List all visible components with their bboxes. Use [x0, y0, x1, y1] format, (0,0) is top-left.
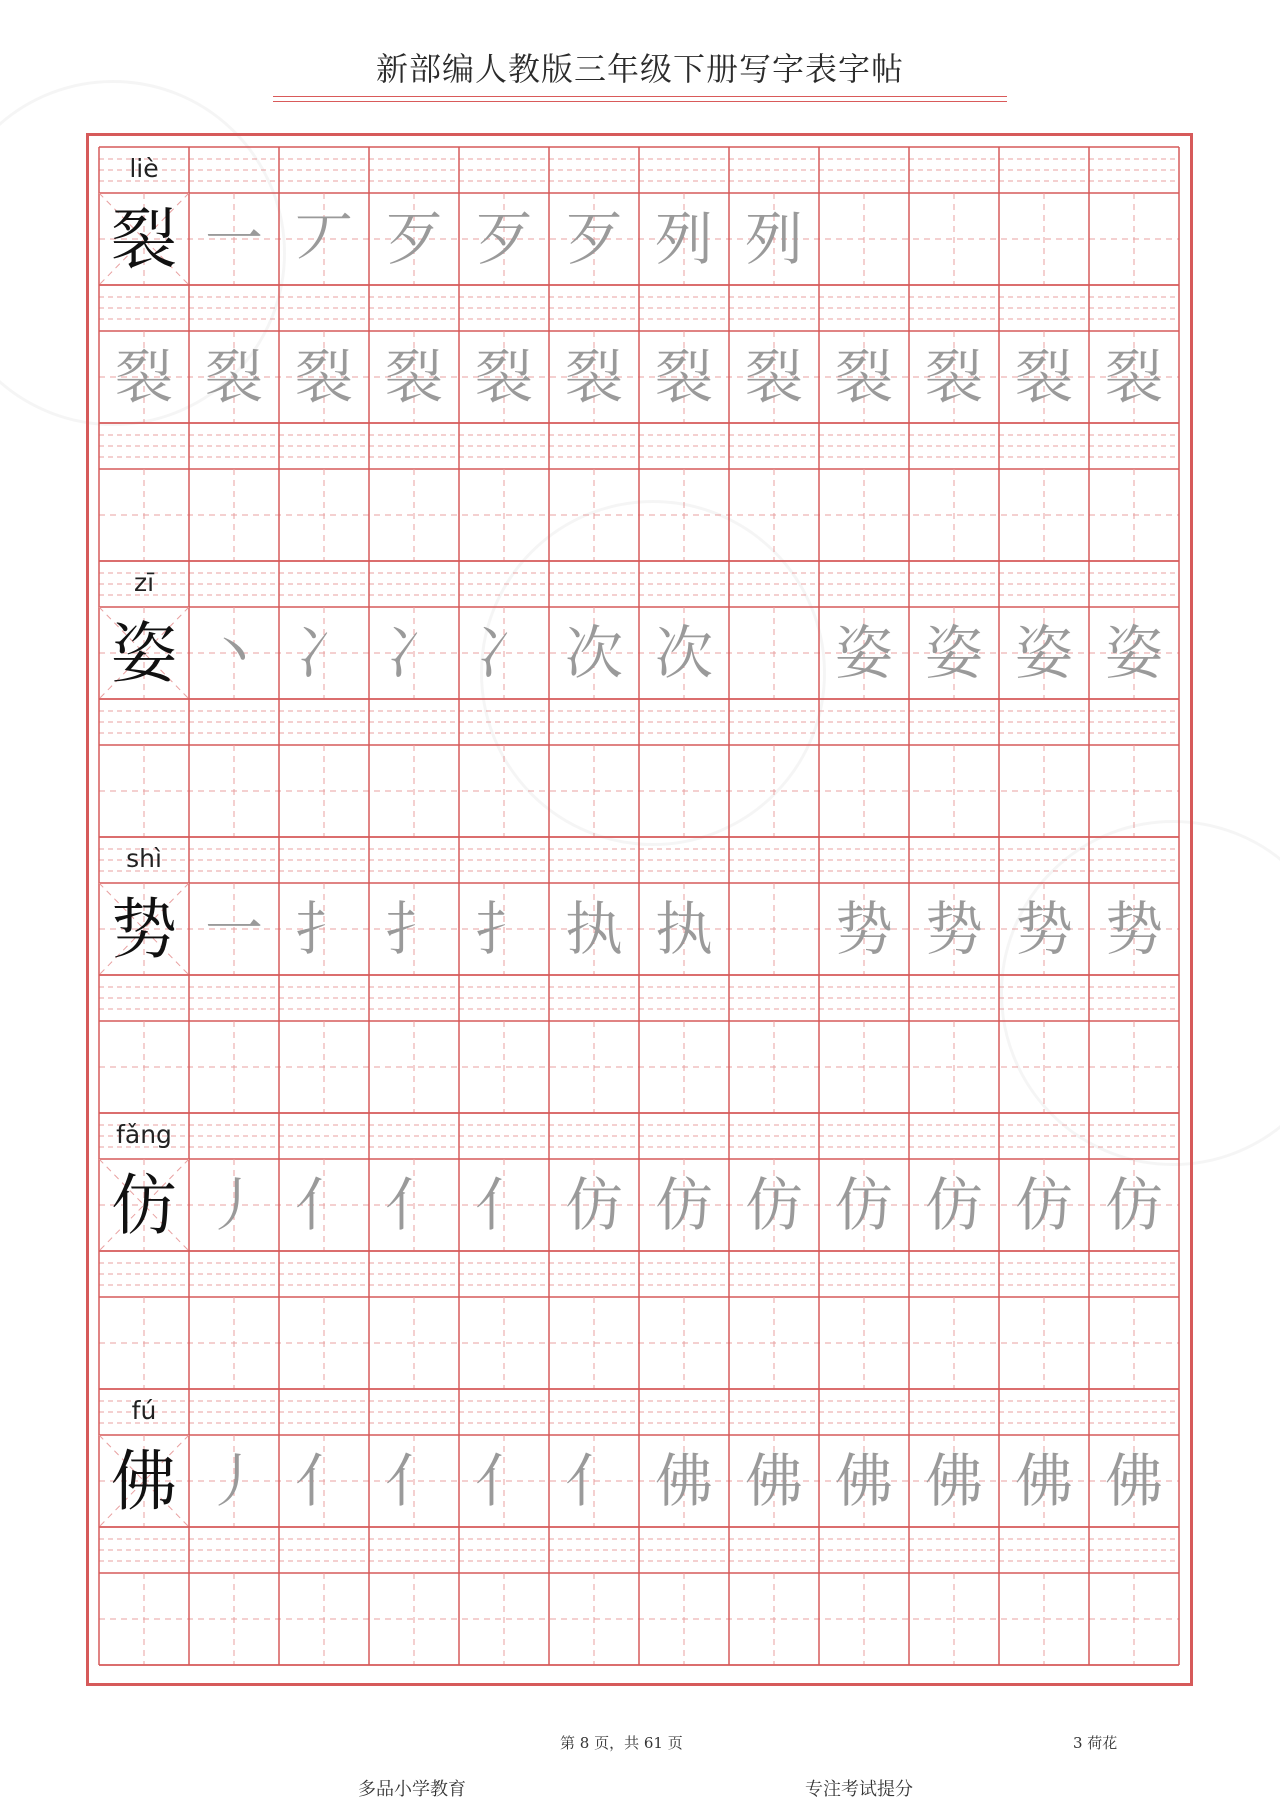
page-title: 新部编人教版三年级下册写字表字帖: [375, 50, 904, 88]
stroke-step-character: 佛: [924, 1447, 984, 1515]
brand-name: 多品小学教育: [358, 1779, 466, 1800]
tracing-character: 裂: [474, 343, 534, 411]
model-character: 佛: [111, 1443, 177, 1520]
tracing-character: 裂: [564, 343, 624, 411]
stroke-step-character: 亻: [564, 1447, 624, 1515]
stroke-step-character: 扌: [294, 895, 354, 963]
tracing-character: 裂: [924, 343, 984, 411]
tracing-character: 裂: [1014, 343, 1074, 411]
stroke-step-character: 姿: [1014, 619, 1074, 687]
stroke-step-character: 执: [654, 895, 714, 963]
pinyin-label: liè: [129, 154, 159, 183]
stroke-step-character: 佛: [1104, 1447, 1164, 1515]
stroke-step-character: 次: [564, 619, 624, 687]
page-info: 第 8 页，共 61 页: [560, 1734, 683, 1752]
stroke-step-character: 仿: [744, 1171, 804, 1239]
lesson-label: 3 荷花: [1073, 1734, 1118, 1752]
tracing-character: 裂: [654, 343, 714, 411]
stroke-step-character: 歹: [384, 205, 444, 273]
stroke-step-character: 亻: [384, 1171, 444, 1239]
stroke-step-character: 冫: [384, 619, 444, 687]
stroke-step-character: 姿: [924, 619, 984, 687]
pinyin-label: shì: [126, 844, 162, 873]
tracing-character: 裂: [114, 343, 174, 411]
stroke-step-character: 亻: [294, 1171, 354, 1239]
stroke-step-character: 势: [1014, 895, 1074, 963]
stroke-step-character: 丿: [204, 1447, 264, 1515]
stroke-step-character: 佛: [744, 1447, 804, 1515]
stroke-step-character: 一: [204, 205, 264, 273]
model-character: 姿: [111, 615, 177, 692]
stroke-step-character: 冫: [294, 619, 354, 687]
stroke-step-character: 亻: [384, 1447, 444, 1515]
pinyin-label: fú: [131, 1396, 157, 1425]
stroke-step-character: 势: [924, 895, 984, 963]
tracing-character: 裂: [384, 343, 444, 411]
stroke-step-character: 姿: [1104, 619, 1164, 687]
stroke-step-character: 佛: [654, 1447, 714, 1515]
stroke-step-character: 丶: [204, 619, 264, 687]
stroke-step-character: 列: [744, 205, 804, 273]
pinyin-label: zī: [133, 568, 155, 597]
stroke-step-character: 扌: [384, 895, 444, 963]
stroke-step-character: 一: [204, 895, 264, 963]
tracing-character: 裂: [834, 343, 894, 411]
stroke-step-character: 列: [654, 205, 714, 273]
stroke-step-character: 佛: [1014, 1447, 1074, 1515]
model-character: 仿: [111, 1167, 177, 1244]
stroke-step-character: 仿: [564, 1171, 624, 1239]
stroke-step-character: 歹: [564, 205, 624, 273]
tracing-character: 裂: [1104, 343, 1164, 411]
model-character: 势: [111, 891, 177, 968]
stroke-step-character: 扌: [474, 895, 534, 963]
stroke-step-character: 冫: [474, 619, 534, 687]
stroke-step-character: 仿: [834, 1171, 894, 1239]
stroke-step-character: 次: [654, 619, 714, 687]
stroke-step-character: 仿: [1014, 1171, 1074, 1239]
tracing-character: 裂: [294, 343, 354, 411]
stroke-step-character: 亻: [294, 1447, 354, 1515]
stroke-step-character: 仿: [654, 1171, 714, 1239]
tracing-character: 裂: [204, 343, 264, 411]
model-character: 裂: [111, 201, 177, 278]
stroke-step-character: 势: [834, 895, 894, 963]
stroke-step-character: 执: [564, 895, 624, 963]
stroke-step-character: 丆: [294, 205, 354, 273]
tracing-character: 裂: [744, 343, 804, 411]
stroke-step-character: 亻: [474, 1447, 534, 1515]
stroke-step-character: 仿: [1104, 1171, 1164, 1239]
stroke-step-character: 势: [1104, 895, 1164, 963]
stroke-step-character: 歹: [474, 205, 534, 273]
stroke-step-character: 佛: [834, 1447, 894, 1515]
brand-slogan: 专注考试提分: [805, 1779, 913, 1800]
pinyin-label: fǎng: [116, 1120, 172, 1149]
stroke-step-character: 姿: [834, 619, 894, 687]
stroke-step-character: 仿: [924, 1171, 984, 1239]
stroke-step-character: 亻: [474, 1171, 534, 1239]
stroke-step-character: 丿: [204, 1171, 264, 1239]
